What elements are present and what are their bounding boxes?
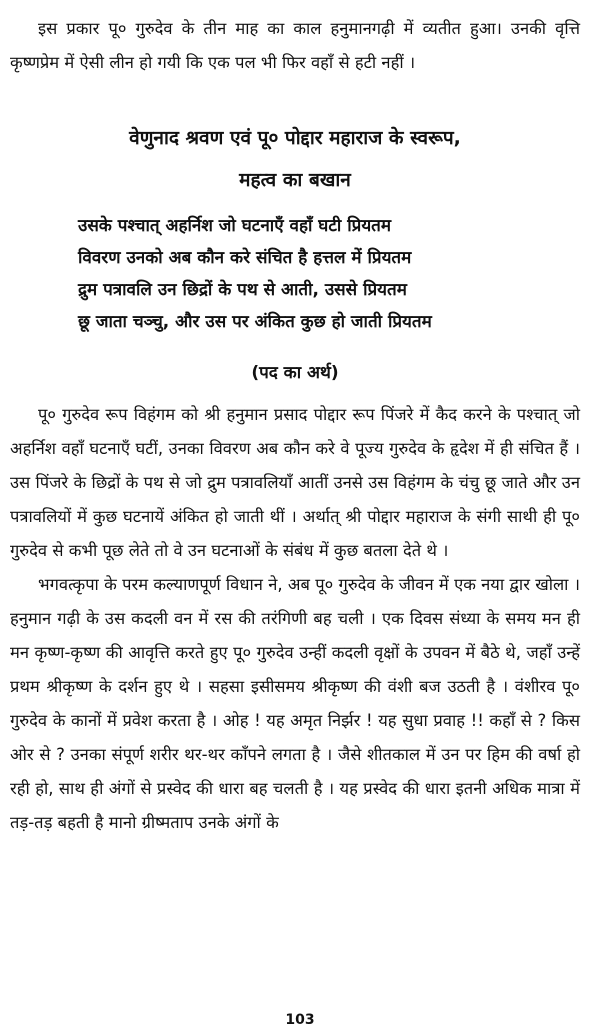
final-paragraph: भगवत्कृपा के परम कल्याणपूर्ण विधान ने, अब पू० गुरुदेव के जीवन में एक नया द्वार खोला । हनुमान गढ़ी के उस कदली वन में रस की तरंगिणी बह चली । एक दिवस संध्या के समय मन ही मन कृष्ण-कृष्ण की आवृत्ति करते हुए पू० गुरुदेव उन्हीं कदली वृक्षों के उपवन में बैठे थे, जहाँ उन्हें प्रथम श्रीकृष्ण के दर्शन हुए थे । सहसा इसीसमय श्रीकृष्ण की वंशी बज उठती है । वंशीरव पू० गुरुदेव के कानों में प्रवेश करता है । ओह ! यह अमृत निर्झर ! यह सुधा प्रवाह !! कहाँ से ? किस ओर से ? उनका संपूर्ण शरीर थर-थर काँपने लगता है । जैसे शीतकाल में उन पर हिम की वर्षा हो रही हो, साथ ही अंगों से प्रस्वेद की धारा बह चलती है । यह प्रस्वेद की धारा इतनी अधिक मात्रा में तड़-तड़ बहती है मानो ग्रीष्मताप उनके अंगों के [10,575,580,832]
section-heading-line1: वेणुनाद श्रवण एवं पू० पोद्दार महाराज के स्वरूप, [129,127,461,149]
verse-line: विवरण उनको अब कौन करे संचित है हत्तल में प्रियतम [78,248,412,268]
verse-line: उसके पश्चात् अहर्निश जो घटनाएँ वहाँ घटी प्रियतम [78,216,392,236]
intro-paragraph: इस प्रकार पू० गुरुदेव के तीन माह का काल हनुमानगढ़ी में व्यतीत हुआ। उनकी वृत्ति कृष्णप्रेम में ऐसी लीन हो गयी कि एक पल भी फिर वहाँ से हटी नहीं । [10,19,580,72]
page-number: 103 [285,1012,315,1028]
verse-line: द्रुम पत्रावलि उन छिद्रों के पथ से आती, उससे प्रियतम [78,280,407,300]
section-heading-line2: महत्व का बखान [239,169,351,191]
verse-line: छू जाता चञ्चु, और उस पर अंकित कुछ हो जाती प्रियतम [78,312,432,332]
verse-block [78,210,580,338]
meaning-heading: (पद का अर्थ) [251,363,339,383]
meaning-paragraph: पू० गुरुदेव रूप विहंगम को श्री हनुमान प्रसाद पोद्दार रूप पिंजरे में कैद करने के पश्चात् जो अहर्निश वहाँ घटनाएँ घटीं, उनका विवरण अब कौन करे वे पूज्य गुरुदेव के हृदेश में ही संचित हैं । उस पिंजरे के छिद्रों के पथ से जो द्रुम पत्रावलियाँ आतीं उनसे उस विहंगम के चंचु छू जाते और उन पत्रावलियों में कुछ घटनायें अंकित हो जाती थीं । अर्थात् श्री पोद्दार महाराज के संगी साथी ही पू० गुरुदेव से कभी पूछ लेते तो वे उन घटनाओं के संबंध में कुछ बतला देते थे । [10,405,580,560]
